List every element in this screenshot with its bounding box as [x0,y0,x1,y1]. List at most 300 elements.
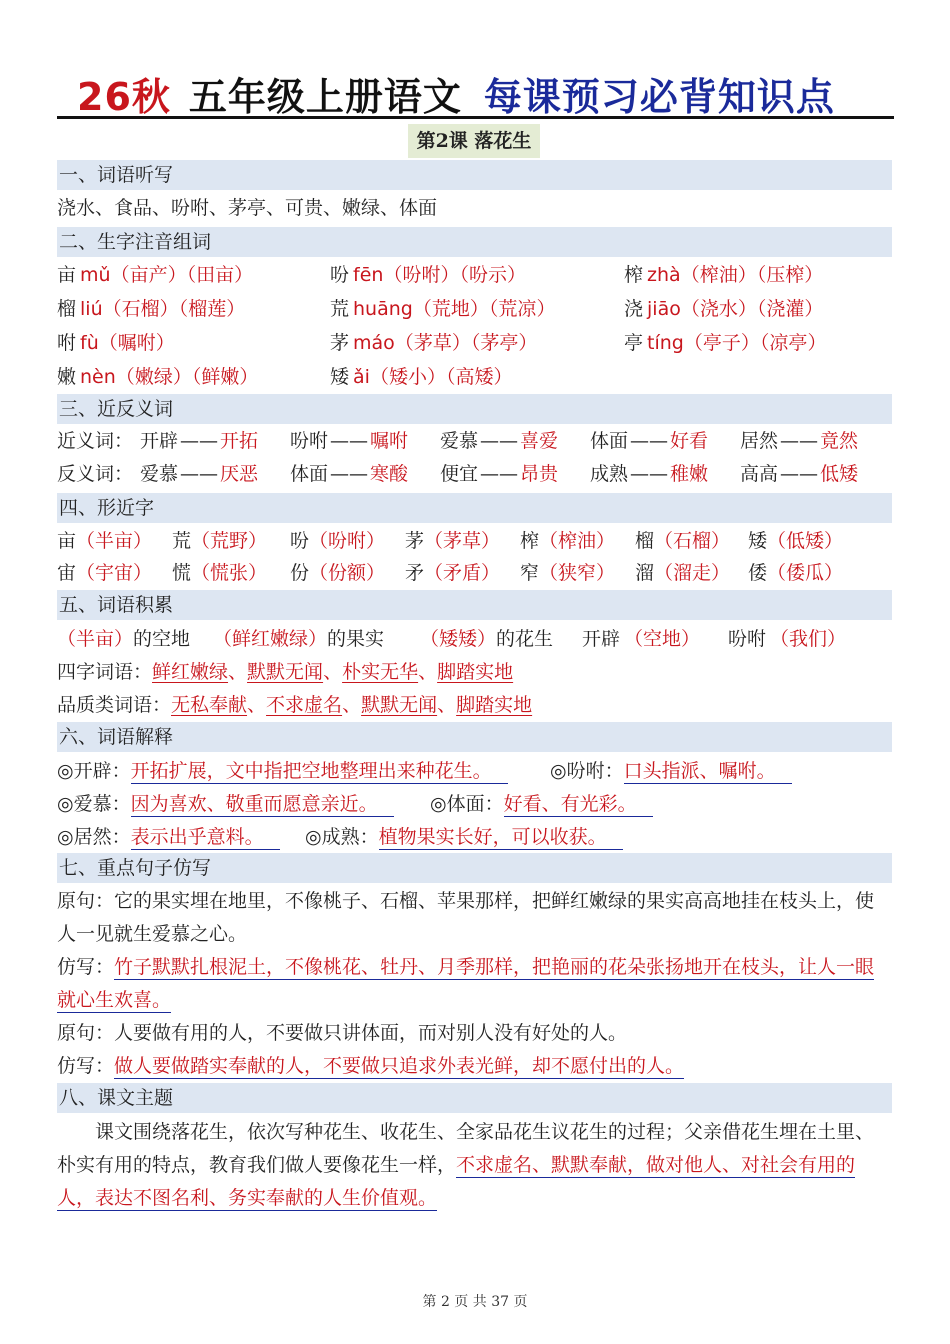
open-paren: （ [767,562,787,584]
imitation-label: 仿写： [57,1055,115,1077]
similar-char: 窄 [520,562,540,584]
similar-char: 慌 [172,562,192,584]
entry-pinyin: jiāo [647,298,681,320]
word-item: 脚踏实地 [456,694,533,716]
similar-char: 宙 [57,562,77,584]
separator: 、 [342,694,362,716]
pinyin-entry [330,362,513,392]
close-paren: ） [827,628,847,650]
four-char-words-row [57,657,513,687]
phrase-prefix: 开辟 [582,628,621,650]
close-paren: ） [248,530,268,552]
quality-label: 品质类词语： [57,694,172,716]
pair-answer: 喜爱 [520,430,559,452]
open-paren: （ [186,264,197,286]
pinyin-entry [57,362,258,392]
original-text: 它的果实埋在地里，不像桃子、石榴、苹果那样，把鲜红嫩绿的果实高高地挂在枝头上，使人一见就生爱慕之心。 [57,890,875,945]
title-subject: 五年级上册语文 [188,75,462,119]
similar-word: 荒野 [210,530,249,552]
title-topic: 每课预习必背知识点 [483,75,835,119]
entry-word: 田亩 [196,264,235,286]
pair-word: 体面 [290,463,329,485]
entry-pinyin: máo [353,332,395,354]
open-paren: （ [191,530,211,552]
imitation-label: 仿写： [57,956,115,978]
entry-word: 茅亭 [480,332,519,354]
word-item: 无私奉献 [171,694,248,716]
four-char-list [152,661,513,683]
antonym-pair [290,459,408,489]
definition-text: 好看、有光彩。 [504,793,653,817]
close-paren: ） [481,562,501,584]
pinyin-entry [330,328,537,358]
imitation-sentence-1 [57,951,892,1017]
close-paren: ） [159,298,179,320]
dictation-words: 浇水、食品、吩咐、茅亭、可贵、嫩绿、体面 [57,197,438,219]
synonym-pair [440,426,558,456]
similar-char-item [635,526,730,556]
open-paren: （ [394,332,414,354]
open-paren: （ [445,366,456,388]
phrase-tail: 的空地 [133,628,191,650]
section-heading-definitions: 六、词语解释 [57,722,892,752]
entry-pinyin: mǔ [80,264,111,286]
word-item: 默默无闻 [247,661,324,683]
similar-char-item [520,526,615,556]
close-paren: ） [477,628,497,650]
similar-char: 矮 [748,530,768,552]
open-paren: （ [654,562,674,584]
pair-dash: —— [480,430,519,452]
entry-word: 亩产 [129,264,168,286]
antonym-pair [590,459,708,489]
pair-answer: 竟然 [820,430,859,452]
entry-word: 嫩绿 [134,366,173,388]
synonym-pair [290,426,408,456]
entry-char: 榨 [624,264,644,286]
open-paren: （ [488,298,499,320]
open-paren: （ [309,562,329,584]
entry-pinyin: zhà [647,264,681,286]
open-paren: （ [102,298,122,320]
entry-word: 亭子 [702,332,741,354]
pair-dash: —— [180,430,219,452]
open-paren: （ [654,530,674,552]
pinyin-entry [57,260,253,290]
open-paren: （ [213,628,233,650]
entry-word: 榴莲 [188,298,227,320]
close-paren: ） [737,298,757,320]
open-paren: （ [383,264,403,286]
definition-term: ◎吩咐： [550,760,624,782]
open-paren: （ [369,366,389,388]
similar-char-item [57,526,152,556]
similar-char: 倭 [748,562,768,584]
entry-word: 吩咐 [402,264,441,286]
close-paren: ） [681,628,701,650]
phrase-word: 鲜红嫩绿 [232,628,309,650]
close-paren: ） [711,562,731,584]
entry-word: 高矮 [455,366,494,388]
entry-pinyin: ǎi [353,366,370,388]
open-paren: （ [683,332,703,354]
entry-char: 荒 [330,298,350,320]
lesson-title: 第2课 落花生 [408,124,540,158]
definition-item [57,822,280,852]
definition-term: ◎开辟： [57,760,131,782]
open-paren: （ [309,530,329,552]
definition-item [57,756,508,786]
open-paren: （ [57,628,77,650]
definition-item [550,756,792,786]
similar-word: 茅草 [443,530,482,552]
open-paren: （ [420,628,440,650]
open-paren: （ [110,264,130,286]
close-paren: ） [167,264,187,286]
pair-dash: —— [480,463,519,485]
similar-char-item [405,558,500,588]
pair-dash: —— [630,430,669,452]
close-paren: ） [366,530,386,552]
antonym-pair [440,459,558,489]
close-paren: ） [596,530,616,552]
similar-char-item [290,526,385,556]
similar-char: 榴 [635,530,655,552]
pinyin-entry [624,260,823,290]
entry-char: 咐 [57,332,77,354]
close-paren: ） [308,628,328,650]
pair-word: 便宜 [440,463,479,485]
close-paren: ） [596,562,616,584]
section-heading-accumulation: 五、词语积累 [57,590,892,620]
similar-char-item [172,526,267,556]
definition-item [57,789,394,819]
similar-char: 矛 [405,562,425,584]
phrase-word: 矮矮 [439,628,478,650]
entry-word: 荒地 [431,298,470,320]
similar-char-item [57,558,152,588]
separator: 、 [247,694,267,716]
original-label: 原句： [57,890,115,912]
pinyin-entry [624,328,826,358]
definition-term: ◎体面： [430,793,504,815]
similar-word: 溜走 [673,562,712,584]
similar-char-item [520,558,615,588]
entry-word: 石榴 [121,298,160,320]
open-paren: （ [191,562,211,584]
entry-char: 嫩 [57,366,77,388]
pair-word: 体面 [590,430,629,452]
entry-char: 浇 [624,298,644,320]
open-paren: （ [767,530,787,552]
close-paren: ） [226,298,246,320]
theme-text: 课文围绕落花生，依次写种花生、收花生、全家品花生议花生的过程；父亲借花生埋在土里、朴实有用的特点，教育我们做人要像花生一样， [57,1121,875,1176]
open-paren: （ [76,530,96,552]
open-paren: （ [459,264,469,286]
phrase-prefix: 吩咐 [728,628,767,650]
open-paren: （ [756,298,767,320]
close-paren: ） [481,530,501,552]
separator: 、 [437,694,457,716]
synonym-pair [740,426,858,456]
close-paren: ） [172,366,192,388]
phrase-tail: 的果实 [327,628,385,650]
pair-answer: 开拓 [220,430,259,452]
similar-word: 宇宙 [95,562,134,584]
similar-char: 亩 [57,530,77,552]
original-text: 人要做有用的人，不要做只讲体面，而对别人没有好处的人。 [114,1022,628,1044]
close-paren: ） [804,264,824,286]
pair-answer: 厌恶 [220,463,259,485]
close-paren: ） [366,562,386,584]
close-paren: ） [804,298,824,320]
open-paren: （ [680,264,700,286]
close-paren: ） [824,562,844,584]
similar-word: 半亩 [95,530,134,552]
close-paren: ） [740,332,760,354]
entry-word: 吩示 [469,264,508,286]
pair-answer: 稚嫩 [670,463,709,485]
pair-dash: —— [180,463,219,485]
open-paren: （ [680,298,700,320]
similar-char-item [748,526,843,556]
open-paren: （ [756,264,767,286]
similar-char: 溜 [635,562,655,584]
pinyin-entry [330,260,526,290]
entry-word: 凉亭 [769,332,808,354]
pair-answer: 昂贵 [520,463,559,485]
antonym-pair [740,459,858,489]
entry-pinyin: fēn [353,264,384,286]
close-paren: ） [234,264,254,286]
similar-word: 低矮 [786,530,825,552]
open-paren: （ [115,366,135,388]
open-paren: （ [76,562,96,584]
pair-answer: 好看 [670,430,709,452]
entry-char: 榴 [57,298,77,320]
entry-pinyin: fù [80,332,99,354]
open-paren: （ [759,332,770,354]
definition-text: 植物果实长好，可以收获。 [379,826,623,850]
theme-highlight: 不求虚名、默默奉献，做对他人、对社会有用的人，表达不图名利、务实奉献的人生价值观。 [57,1154,856,1209]
pair-dash: —— [330,463,369,485]
open-paren: （ [424,530,444,552]
open-paren: （ [191,366,202,388]
imitation-sentence-2 [57,1050,892,1083]
separator: 、 [323,661,343,683]
synonym-pair [590,426,708,456]
close-paren: ） [440,264,460,286]
close-paren: ） [248,562,268,584]
close-paren: ） [114,628,134,650]
title-grade-season: 26秋 [77,75,171,119]
close-paren: ） [133,562,153,584]
pinyin-entry [57,294,245,324]
close-paren: ） [518,332,538,354]
similar-char-item [748,558,843,588]
similar-word: 石榴 [673,530,712,552]
close-paren: ） [239,366,259,388]
entry-char: 矮 [330,366,350,388]
phrase-word: 我们 [789,628,828,650]
pair-answer: 嘱咐 [370,430,409,452]
similar-char: 份 [290,562,310,584]
title-bar [57,66,894,119]
similar-char: 吩 [290,530,310,552]
phrase-item [582,624,700,654]
pair-answer: 寒酸 [370,463,409,485]
similar-char-item [172,558,267,588]
close-paren: ） [824,530,844,552]
original-sentence-1 [57,885,892,951]
phrase-word: 空地 [643,628,682,650]
similar-char-item [635,558,730,588]
similar-char-item [290,558,385,588]
entry-char: 亭 [624,332,644,354]
phrase-item [728,624,846,654]
pair-dash: —— [780,463,819,485]
pair-dash: —— [780,430,819,452]
separator: 、 [228,661,248,683]
page-footer: 第 2 页 共 37 页 [422,1294,528,1310]
close-paren: ） [426,366,446,388]
entry-word: 浇水 [699,298,738,320]
antonym-label: 反义词： [57,463,134,485]
pair-dash: —— [330,430,369,452]
similar-word: 倭瓜 [786,562,825,584]
section-heading-synonyms: 三、近反义词 [57,394,892,424]
pair-dash: —— [630,463,669,485]
phrase-item [213,624,384,654]
entry-char: 茅 [330,332,350,354]
open-paren: （ [539,530,559,552]
similar-word: 榨油 [558,530,597,552]
section-heading-dictation: 一、词语听写 [57,160,892,190]
close-paren: ） [493,366,513,388]
similar-word: 吩咐 [328,530,367,552]
pair-word: 成熟 [590,463,629,485]
pair-word: 居然 [740,430,779,452]
word-item: 鲜红嫩绿 [152,661,229,683]
pair-word: 开辟 [140,430,179,452]
open-paren: （ [624,628,644,650]
imitation-text: 竹子默默扎根泥土，不像桃花、牡丹、月季那样，把艳丽的花朵张扬地开在枝头，让人一眼就心生欢喜。 [57,956,875,1011]
pair-answer: 低矮 [820,463,859,485]
similar-word: 慌张 [210,562,249,584]
definition-item [305,822,623,852]
similar-word: 狭窄 [558,562,597,584]
definition-term: ◎成熟： [305,826,379,848]
definition-text: 口头指派、嘱咐。 [624,760,792,784]
open-paren: （ [98,332,118,354]
definition-term: ◎爱慕： [57,793,131,815]
section-heading-imitation: 七、重点句子仿写 [57,853,892,883]
open-paren: （ [424,562,444,584]
synonym-pair [140,426,258,456]
word-item: 脚踏实地 [437,661,514,683]
close-paren: ） [507,264,527,286]
word-item: 朴实无华 [342,661,419,683]
theme-paragraph [57,1116,892,1215]
pair-word: 爱慕 [140,463,179,485]
close-paren: ） [737,264,757,286]
similar-char: 榨 [520,530,540,552]
entry-word: 荒凉 [498,298,537,320]
close-paren: ） [536,298,556,320]
similar-char: 荒 [172,530,192,552]
close-paren: ） [451,332,471,354]
close-paren: ） [807,332,827,354]
entry-word: 鲜嫩 [201,366,240,388]
entry-pinyin: liú [80,298,103,320]
pinyin-entry [330,294,555,324]
entry-pinyin: tíng [647,332,684,354]
section-heading-theme: 八、课文主题 [57,1083,892,1113]
open-paren: （ [412,298,432,320]
similar-char-item [405,526,500,556]
original-sentence-2 [57,1017,892,1050]
entry-word: 浇灌 [766,298,805,320]
antonym-pair [140,459,258,489]
pair-word: 吩咐 [290,430,329,452]
open-paren: （ [770,628,790,650]
entry-word: 矮小 [388,366,427,388]
page-title [77,66,835,121]
word-item: 不求虚名 [266,694,343,716]
quality-words-row [57,690,532,720]
separator: 、 [418,661,438,683]
similar-char: 茅 [405,530,425,552]
entry-pinyin: nèn [80,366,116,388]
original-label: 原句： [57,1022,115,1044]
definition-term: ◎居然： [57,826,131,848]
phrase-item [420,624,553,654]
quality-list [171,694,532,716]
section-heading-similar-chars: 四、形近字 [57,493,892,523]
close-paren: ） [155,332,175,354]
open-paren: （ [178,298,189,320]
entry-word: 茅草 [413,332,452,354]
pinyin-entry [624,294,823,324]
entry-word: 嘱咐 [117,332,156,354]
synonym-label: 近义词： [57,430,134,452]
similar-word: 份额 [328,562,367,584]
definition-text: 因为喜欢、敬重而愿意亲近。 [131,793,394,817]
pinyin-entry [57,328,175,358]
entry-pinyin: huāng [353,298,413,320]
close-paren: ） [133,530,153,552]
similar-word: 矛盾 [443,562,482,584]
phrase-tail: 的花生 [496,628,554,650]
pair-word: 高高 [740,463,779,485]
entry-char: 亩 [57,264,77,286]
definition-text: 开拓扩展，文中指把空地整理出来种花生。 [131,760,508,784]
entry-char: 吩 [330,264,350,286]
definition-text: 表示出乎意料。 [131,826,280,850]
phrase-word: 半亩 [76,628,115,650]
section-heading-pinyin: 二、生字注音组词 [57,227,892,257]
word-item: 默默无闻 [361,694,438,716]
imitation-text: 做人要做踏实奉献的人，不要做只追求外表光鲜，却不愿付出的人。 [114,1055,685,1077]
definition-item [430,789,653,819]
four-char-label: 四字词语： [57,661,153,683]
close-paren: ） [469,298,489,320]
close-paren: ） [711,530,731,552]
open-paren: （ [539,562,559,584]
entry-word: 压榨 [766,264,805,286]
phrase-item [57,624,190,654]
entry-word: 榨油 [699,264,738,286]
